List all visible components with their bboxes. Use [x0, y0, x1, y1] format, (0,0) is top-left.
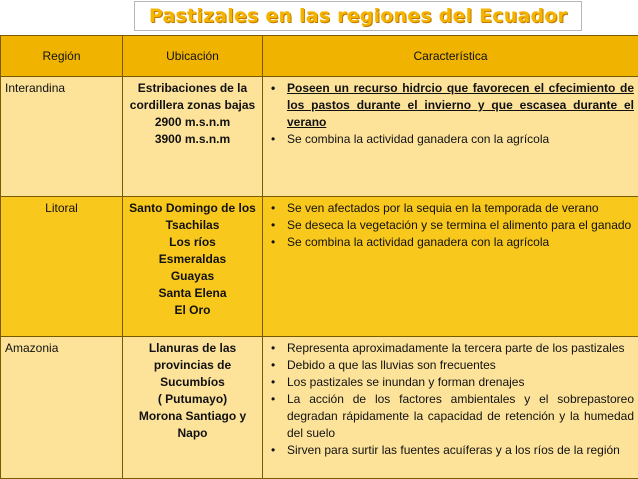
ubicacion-cell: [123, 197, 263, 337]
ubicacion-line: Guayas: [170, 269, 215, 283]
header-ubicacion: Ubicación: [123, 36, 263, 77]
table-row: [1, 337, 638, 479]
list-item: • Se combina la actividad ganadera con la agrícola: [267, 234, 634, 251]
ubicacion-line: Morona Santiago y: [138, 409, 247, 423]
list-item: • Se combina la actividad ganadera con la agrícola: [267, 131, 634, 148]
list-item: • Sirven para surtir las fuentes acuíferas y a los ríos de la región: [267, 442, 634, 459]
caracteristica-cell: [263, 337, 638, 479]
table-row: [1, 197, 638, 337]
header-region: Región: [1, 36, 123, 77]
header-row: [1, 36, 638, 77]
ubicacion-line: 2900 m.s.n.m: [154, 115, 231, 129]
header-caracteristica: Característica: [263, 36, 638, 77]
caracteristica-list: [267, 340, 634, 459]
ubicacion-line: Napo: [177, 426, 208, 440]
ubicacion-line: provincias de: [153, 358, 232, 372]
ubicacion-line: Santa Elena: [158, 286, 227, 300]
ubicacion-cell: [123, 77, 263, 197]
pastizales-table: [0, 35, 638, 479]
ubicacion-line: Santo Domingo de los: [129, 201, 256, 215]
caracteristica-list: [267, 80, 634, 148]
ubicacion-line: Tsachilas: [165, 218, 220, 232]
table-row: [1, 77, 638, 197]
region-cell: Amazonia: [1, 337, 123, 479]
list-item: • Representa aproximadamente la tercera parte de los pastizales: [267, 340, 634, 357]
caracteristica-list: [267, 200, 634, 251]
ubicacion-line: Estribaciones de la: [137, 81, 248, 95]
list-item: • Se deseca la vegetación y se termina el alimento para el ganado: [267, 217, 634, 234]
ubicacion-cell: [123, 337, 263, 479]
ubicacion-line: Esmeraldas: [158, 252, 227, 266]
region-cell: Litoral: [1, 197, 123, 337]
list-item: • Debido a que las lluvias son frecuentes: [267, 357, 634, 374]
list-item: • Los pastizales se inundan y forman drenajes: [267, 374, 634, 391]
page-title: Pastizales en las regiones del Ecuador: [148, 5, 568, 27]
list-item: • Poseen un recurso hidrcio que favorecen el cfecimiento de los pastos durante el invierno y que escasea durante el verano: [267, 80, 634, 131]
ubicacion-line: El Oro: [174, 303, 211, 317]
region-cell: Interandina: [1, 77, 123, 197]
list-item: • La acción de los factores ambientales y el sobrepastoreo degradan rápidamente la capacidad de retención y la humedad del suelo: [267, 391, 634, 442]
ubicacion-line: Los ríos: [169, 235, 216, 249]
ubicacion-line: ( Putumayo): [157, 392, 228, 406]
ubicacion-line: Llanuras de las: [148, 341, 237, 355]
title-box: [134, 1, 582, 31]
ubicacion-line: cordillera zonas bajas: [129, 98, 256, 112]
list-item: • Se ven afectados por la sequia en la temporada de verano: [267, 200, 634, 217]
ubicacion-line: 3900 m.s.n.m: [154, 132, 231, 146]
caracteristica-cell: [263, 77, 638, 197]
caracteristica-cell: [263, 197, 638, 337]
ubicacion-line: Sucumbíos: [160, 375, 225, 389]
